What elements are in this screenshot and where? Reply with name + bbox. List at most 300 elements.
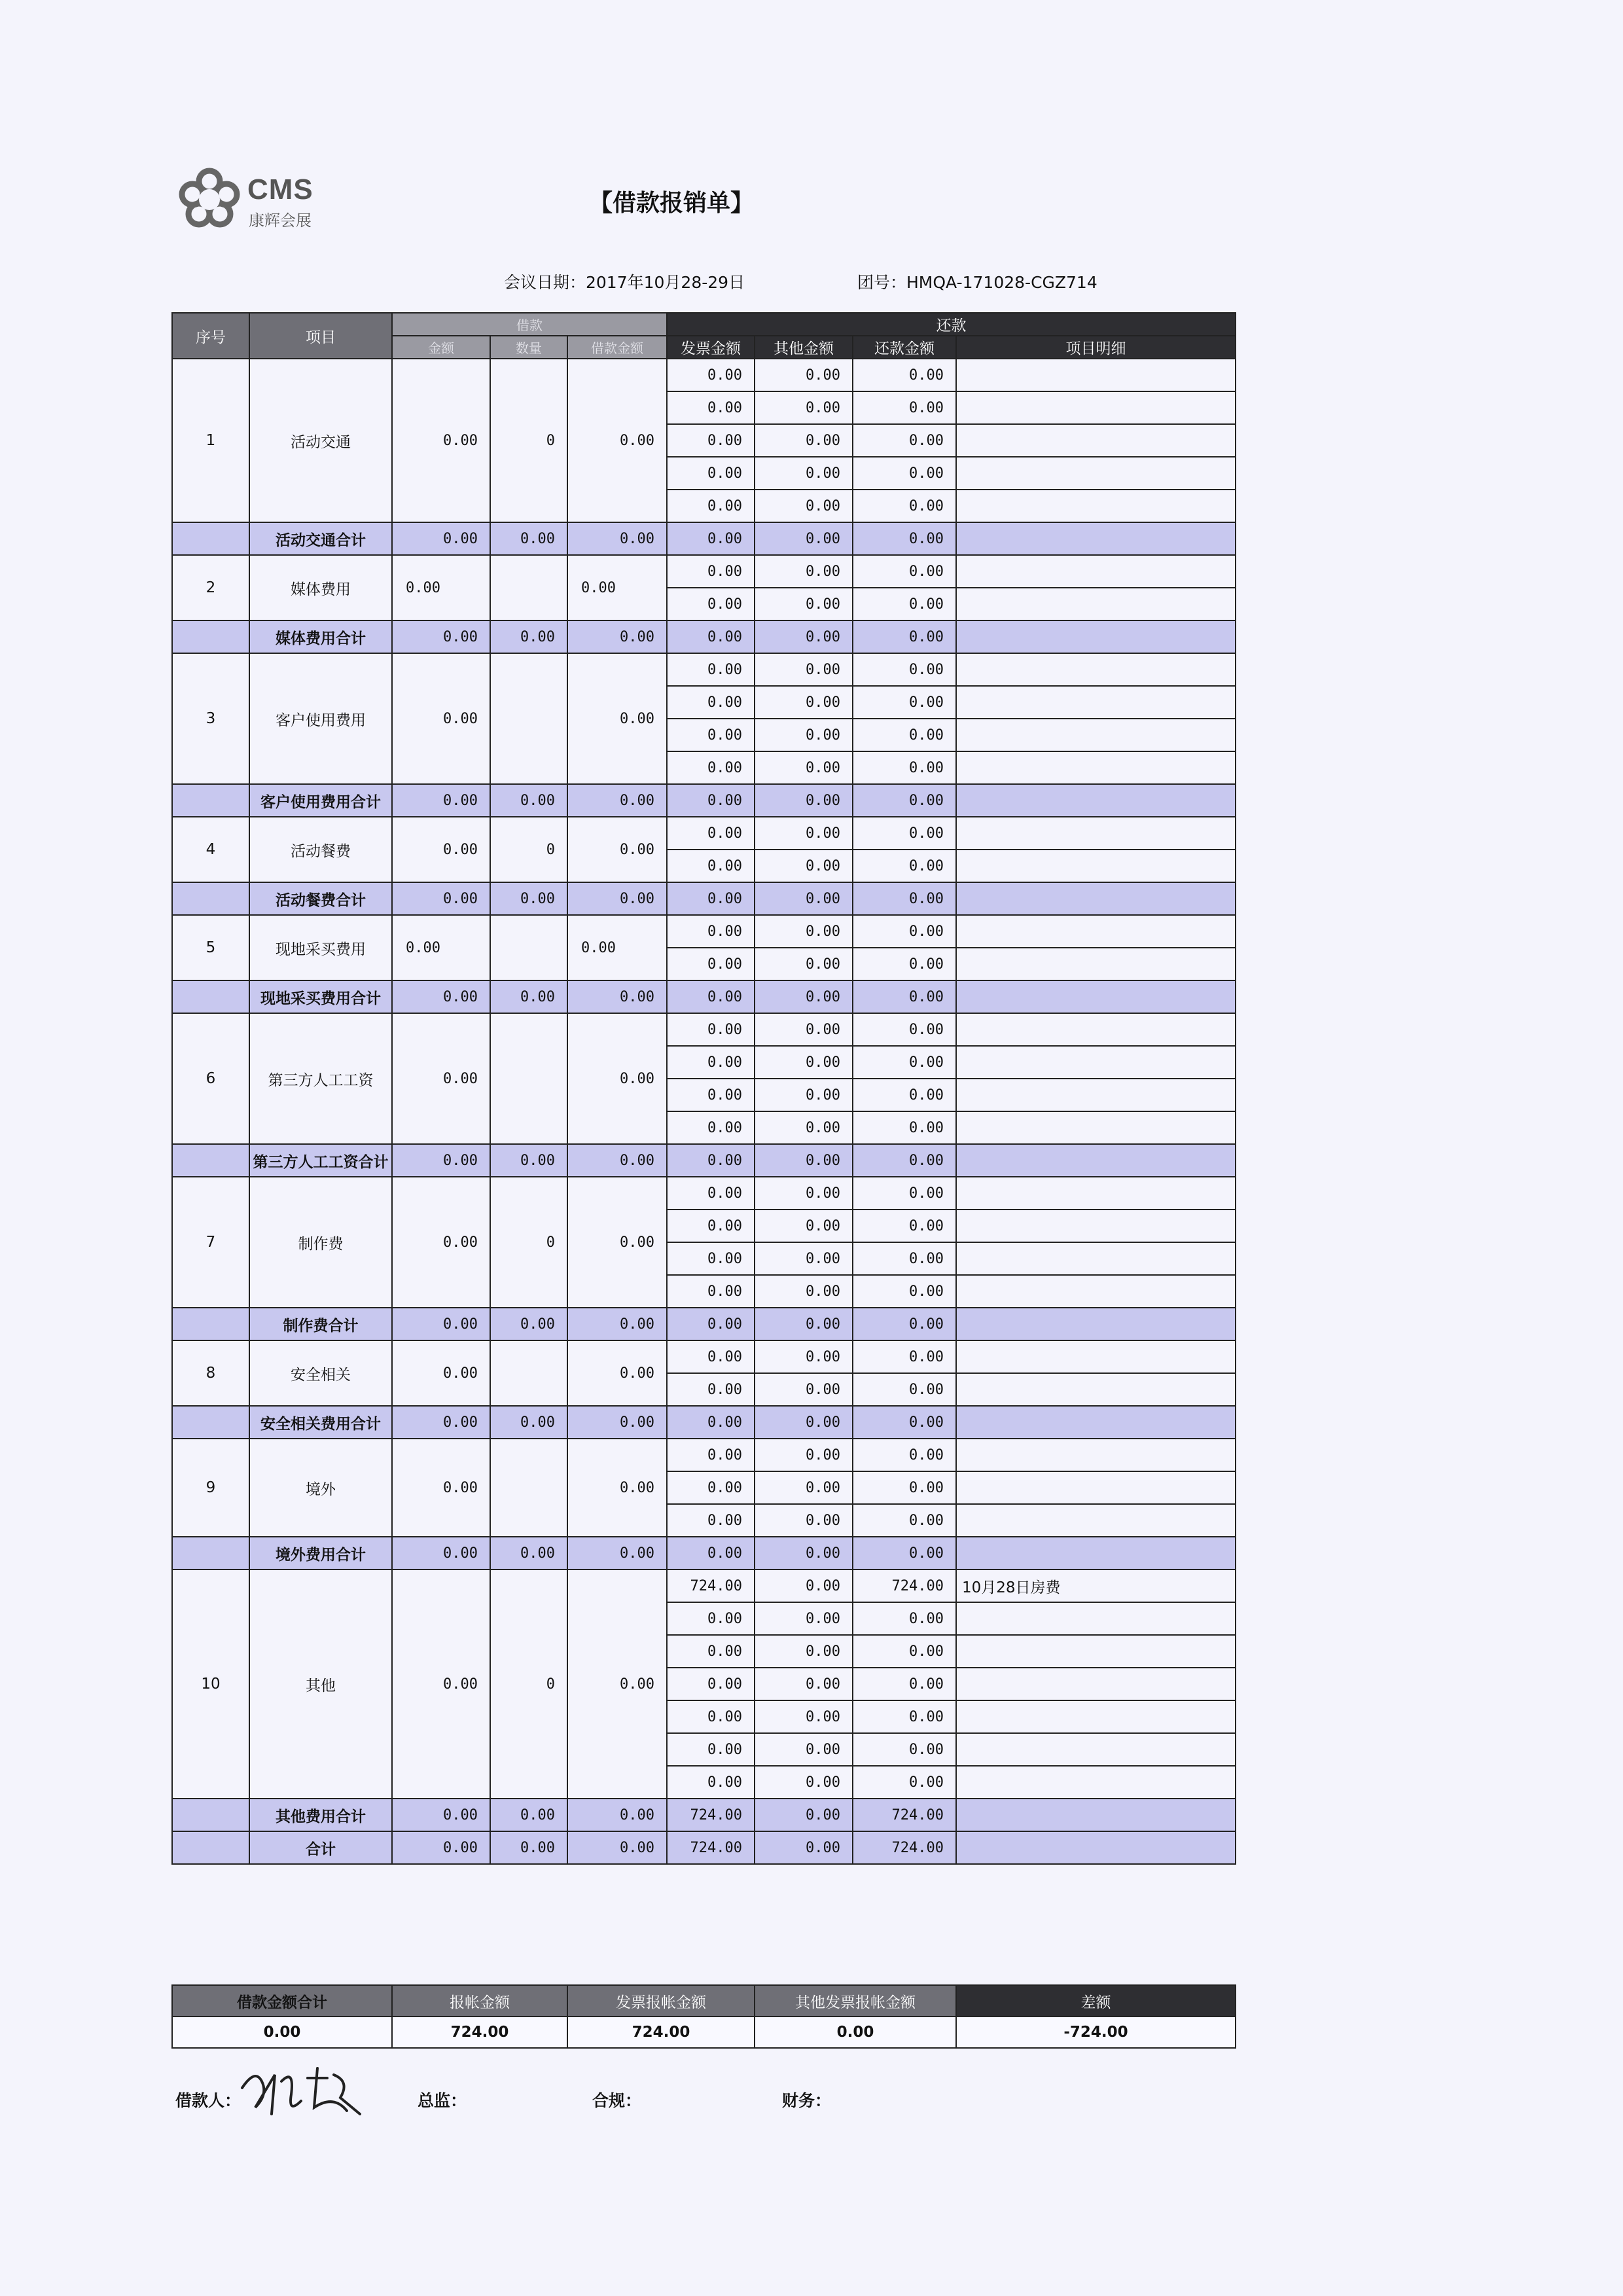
row-detail [956, 719, 1236, 751]
row-other-amount: 0.00 [755, 1733, 853, 1766]
row-detail [956, 359, 1236, 391]
row-invoice-amount: 0.00 [667, 555, 755, 588]
row-loan-total: 0.00 [567, 359, 667, 522]
row-repay-amount: 0.00 [853, 1602, 956, 1635]
row-loan-total: 0.00 [567, 1340, 667, 1406]
subtotal-rep: 0.00 [853, 620, 956, 653]
row-repay-amount: 0.00 [853, 1439, 956, 1471]
row-repay-amount: 0.00 [853, 915, 956, 948]
subtotal-detail [956, 980, 1236, 1013]
subtotal-amount: 0.00 [392, 1308, 490, 1340]
row-detail [956, 1013, 1236, 1046]
row-other-amount: 0.00 [755, 751, 853, 784]
row-detail [956, 1700, 1236, 1733]
meeting-date: 会议日期：2017年10月28-29日 [504, 273, 745, 292]
subtotal-name: 制作费合计 [249, 1308, 392, 1340]
row-detail [956, 1439, 1236, 1471]
subtotal-amount: 0.00 [392, 1831, 490, 1864]
document-title: 【借款报销单】 [589, 190, 755, 217]
row-repay-amount: 0.00 [853, 1079, 956, 1111]
subtotal-oth: 0.00 [755, 620, 853, 653]
row-other-amount: 0.00 [755, 1013, 853, 1046]
row-repay-amount: 0.00 [853, 391, 956, 424]
row-loan-amount-value: 0.00 [392, 653, 490, 784]
table-row [172, 555, 1236, 588]
row-other-amount: 0.00 [755, 1111, 853, 1144]
subtotal-rep: 0.00 [853, 1537, 956, 1570]
row-detail [956, 653, 1236, 686]
row-repay-amount: 0.00 [853, 1504, 956, 1537]
subtotal-inv: 0.00 [667, 1144, 755, 1177]
subtotal-seq [172, 882, 249, 915]
subtotal-name: 活动餐费合计 [249, 882, 392, 915]
subtotal-inv: 0.00 [667, 882, 755, 915]
subtotal-detail [956, 1144, 1236, 1177]
row-other-amount: 0.00 [755, 1210, 853, 1242]
loan-reimbursement-table [171, 312, 1236, 1865]
row-repay-amount: 0.00 [853, 457, 956, 490]
row-qty: 0 [490, 1177, 567, 1308]
row-other-amount: 0.00 [755, 653, 853, 686]
row-other-amount: 0.00 [755, 1340, 853, 1373]
row-invoice-amount: 0.00 [667, 850, 755, 882]
header-loan-amount: 借款金额 [567, 336, 667, 359]
subtotal-seq [172, 1831, 249, 1864]
subtotal-name: 活动交通合计 [249, 522, 392, 555]
row-item-name: 媒体费用 [249, 555, 392, 620]
subtotal-inv: 0.00 [667, 1537, 755, 1570]
subtotal-name: 媒体费用合计 [249, 620, 392, 653]
subtotal-rep: 0.00 [853, 1308, 956, 1340]
row-seq: 6 [172, 1013, 249, 1144]
subtotal-row [172, 1406, 1236, 1439]
subtotal-loan: 0.00 [567, 1406, 667, 1439]
subtotal-qty: 0.00 [490, 980, 567, 1013]
subtotal-row [172, 784, 1236, 817]
row-other-amount: 0.00 [755, 948, 853, 980]
row-other-amount: 0.00 [755, 1766, 853, 1799]
row-invoice-amount: 0.00 [667, 1635, 755, 1668]
row-repay-amount: 0.00 [853, 424, 956, 457]
row-repay-amount: 0.00 [853, 1111, 956, 1144]
table-row [172, 359, 1236, 391]
row-detail [956, 1373, 1236, 1406]
table-row [172, 1177, 1236, 1210]
subtotal-inv: 724.00 [667, 1831, 755, 1864]
row-repay-amount: 0.00 [853, 817, 956, 850]
subtotal-qty: 0.00 [490, 1308, 567, 1340]
subtotal-name: 客户使用费用合计 [249, 784, 392, 817]
table-row [172, 1570, 1236, 1602]
subtotal-loan: 0.00 [567, 882, 667, 915]
row-repay-amount: 0.00 [853, 653, 956, 686]
row-invoice-amount: 0.00 [667, 1111, 755, 1144]
row-invoice-amount: 0.00 [667, 391, 755, 424]
subtotal-row [172, 882, 1236, 915]
row-invoice-amount: 0.00 [667, 686, 755, 719]
subtotal-loan: 0.00 [567, 1799, 667, 1831]
header-qty: 数量 [490, 336, 567, 359]
subtotal-rep: 0.00 [853, 980, 956, 1013]
row-item-name: 活动餐费 [249, 817, 392, 882]
row-detail [956, 1046, 1236, 1079]
row-detail [956, 457, 1236, 490]
row-repay-amount: 0.00 [853, 948, 956, 980]
summary-header-loan-total: 借款金额合计 [172, 1985, 392, 2017]
row-other-amount: 0.00 [755, 1602, 853, 1635]
borrower-signature [236, 2062, 366, 2121]
subtotal-row [172, 1308, 1236, 1340]
row-other-amount: 0.00 [755, 1700, 853, 1733]
subtotal-oth: 0.00 [755, 1537, 853, 1570]
subtotal-seq [172, 1537, 249, 1570]
subtotal-detail [956, 620, 1236, 653]
subtotal-qty: 0.00 [490, 1799, 567, 1831]
row-repay-amount: 0.00 [853, 1242, 956, 1275]
row-detail [956, 1079, 1236, 1111]
subtotal-oth: 0.00 [755, 1799, 853, 1831]
row-seq: 10 [172, 1570, 249, 1799]
subtotal-oth: 0.00 [755, 1831, 853, 1864]
row-repay-amount: 0.00 [853, 1635, 956, 1668]
row-other-amount: 0.00 [755, 686, 853, 719]
flower-logo-icon [177, 167, 242, 232]
row-invoice-amount: 0.00 [667, 1013, 755, 1046]
header-repay-amount: 还款金额 [853, 336, 956, 359]
header-loan: 借款 [392, 313, 667, 336]
subtotal-loan: 0.00 [567, 1537, 667, 1570]
row-detail [956, 1340, 1236, 1373]
row-invoice-amount: 0.00 [667, 1504, 755, 1537]
row-loan-total: 0.00 [567, 1570, 667, 1799]
row-loan-amount-value: 0.00 [392, 915, 490, 980]
subtotal-seq [172, 784, 249, 817]
row-repay-amount: 0.00 [853, 1275, 956, 1308]
header-item: 项目 [249, 313, 392, 359]
row-other-amount: 0.00 [755, 1373, 853, 1406]
row-detail [956, 1602, 1236, 1635]
subtotal-inv: 0.00 [667, 1406, 755, 1439]
subtotal-name: 其他费用合计 [249, 1799, 392, 1831]
row-detail [956, 1733, 1236, 1766]
row-other-amount: 0.00 [755, 588, 853, 620]
row-loan-amount-value: 0.00 [392, 1570, 490, 1799]
subtotal-amount: 0.00 [392, 1406, 490, 1439]
row-item-name: 制作费 [249, 1177, 392, 1308]
row-detail [956, 1635, 1236, 1668]
director-label: 总监： [418, 2091, 467, 2110]
row-repay-amount: 0.00 [853, 359, 956, 391]
row-repay-amount: 0.00 [853, 1046, 956, 1079]
subtotal-loan: 0.00 [567, 784, 667, 817]
grand-total-row [172, 1831, 1236, 1864]
row-seq: 1 [172, 359, 249, 522]
table-row [172, 1013, 1236, 1046]
row-loan-total: 0.00 [567, 1177, 667, 1308]
row-qty [490, 653, 567, 784]
subtotal-rep: 0.00 [853, 1144, 956, 1177]
row-repay-amount: 0.00 [853, 1013, 956, 1046]
row-item-name: 境外 [249, 1439, 392, 1537]
summary-reimbursed: 724.00 [392, 2017, 567, 2048]
logo-cn-name: 康辉会展 [249, 211, 312, 230]
row-item-name: 安全相关 [249, 1340, 392, 1406]
row-item-name: 活动交通 [249, 359, 392, 522]
row-repay-amount: 0.00 [853, 751, 956, 784]
row-loan-total: 0.00 [567, 653, 667, 784]
subtotal-row [172, 1537, 1236, 1570]
row-other-amount: 0.00 [755, 1504, 853, 1537]
row-loan-amount-value: 0.00 [392, 1340, 490, 1406]
row-other-amount: 0.00 [755, 457, 853, 490]
row-qty [490, 1013, 567, 1144]
table-row [172, 1340, 1236, 1373]
row-invoice-amount: 0.00 [667, 1177, 755, 1210]
subtotal-amount: 0.00 [392, 1537, 490, 1570]
row-invoice-amount: 0.00 [667, 817, 755, 850]
subtotal-amount: 0.00 [392, 784, 490, 817]
subtotal-loan: 0.00 [567, 1831, 667, 1864]
row-repay-amount: 0.00 [853, 555, 956, 588]
row-invoice-amount: 0.00 [667, 588, 755, 620]
subtotal-qty: 0.00 [490, 620, 567, 653]
row-loan-amount-value: 0.00 [392, 1177, 490, 1308]
row-other-amount: 0.00 [755, 1635, 853, 1668]
row-invoice-amount: 0.00 [667, 1046, 755, 1079]
row-invoice-amount: 0.00 [667, 1766, 755, 1799]
row-invoice-amount: 0.00 [667, 490, 755, 522]
summary-header-difference: 差额 [956, 1985, 1236, 2017]
row-repay-amount: 0.00 [853, 588, 956, 620]
row-repay-amount: 0.00 [853, 1471, 956, 1504]
subtotal-detail [956, 1406, 1236, 1439]
row-seq: 7 [172, 1177, 249, 1308]
subtotal-seq [172, 1144, 249, 1177]
subtotal-detail [956, 882, 1236, 915]
row-other-amount: 0.00 [755, 817, 853, 850]
subtotal-loan: 0.00 [567, 980, 667, 1013]
row-item-name: 现地采买费用 [249, 915, 392, 980]
group-number: 团号：HMQA-171028-CGZ714 [857, 273, 1097, 292]
row-invoice-amount: 0.00 [667, 1079, 755, 1111]
row-repay-amount: 0.00 [853, 719, 956, 751]
row-invoice-amount: 0.00 [667, 653, 755, 686]
row-repay-amount: 724.00 [853, 1570, 956, 1602]
row-invoice-amount: 0.00 [667, 1668, 755, 1700]
subtotal-qty: 0.00 [490, 1831, 567, 1864]
row-repay-amount: 0.00 [853, 1766, 956, 1799]
subtotal-amount: 0.00 [392, 620, 490, 653]
row-invoice-amount: 0.00 [667, 751, 755, 784]
row-detail [956, 555, 1236, 588]
row-repay-amount: 0.00 [853, 1210, 956, 1242]
row-invoice-amount: 0.00 [667, 719, 755, 751]
row-detail [956, 424, 1236, 457]
table-row [172, 1439, 1236, 1471]
subtotal-qty: 0.00 [490, 784, 567, 817]
summary-loan-total: 0.00 [172, 2017, 392, 2048]
row-invoice-amount: 0.00 [667, 1471, 755, 1504]
header-repay: 还款 [667, 313, 1236, 336]
subtotal-row [172, 522, 1236, 555]
row-loan-amount-value: 0.00 [392, 817, 490, 882]
summary-invoice-reimbursed: 724.00 [567, 2017, 755, 2048]
row-detail [956, 1275, 1236, 1308]
row-detail [956, 1504, 1236, 1537]
subtotal-rep: 0.00 [853, 522, 956, 555]
row-qty [490, 1439, 567, 1537]
header-invoice-amount: 发票金额 [667, 336, 755, 359]
row-invoice-amount: 0.00 [667, 1700, 755, 1733]
subtotal-oth: 0.00 [755, 1144, 853, 1177]
row-invoice-amount: 0.00 [667, 948, 755, 980]
row-repay-amount: 0.00 [853, 490, 956, 522]
row-other-amount: 0.00 [755, 1046, 853, 1079]
row-other-amount: 0.00 [755, 1439, 853, 1471]
subtotal-name: 合计 [249, 1831, 392, 1864]
subtotal-oth: 0.00 [755, 882, 853, 915]
row-detail: 10月28日房费 [956, 1570, 1236, 1602]
subtotal-row [172, 1144, 1236, 1177]
row-loan-total: 0.00 [567, 915, 667, 980]
logo-brand: CMS [247, 173, 313, 206]
row-repay-amount: 0.00 [853, 1340, 956, 1373]
table-row [172, 653, 1236, 686]
row-detail [956, 1471, 1236, 1504]
row-detail [956, 1210, 1236, 1242]
row-detail [956, 391, 1236, 424]
subtotal-name: 第三方人工工资合计 [249, 1144, 392, 1177]
row-qty: 0 [490, 359, 567, 522]
header-other-amount: 其他金额 [755, 336, 853, 359]
table-row [172, 915, 1236, 948]
borrower-label: 借款人： [175, 2091, 241, 2110]
subtotal-rep: 0.00 [853, 882, 956, 915]
row-other-amount: 0.00 [755, 359, 853, 391]
header-detail: 项目明细 [956, 336, 1236, 359]
row-detail [956, 751, 1236, 784]
subtotal-rep: 0.00 [853, 784, 956, 817]
subtotal-loan: 0.00 [567, 1308, 667, 1340]
subtotal-amount: 0.00 [392, 1144, 490, 1177]
subtotal-detail [956, 1308, 1236, 1340]
row-detail [956, 915, 1236, 948]
subtotal-oth: 0.00 [755, 784, 853, 817]
row-other-amount: 0.00 [755, 1570, 853, 1602]
subtotal-inv: 0.00 [667, 522, 755, 555]
subtotal-amount: 0.00 [392, 980, 490, 1013]
subtotal-inv: 0.00 [667, 1308, 755, 1340]
row-item-name: 客户使用费用 [249, 653, 392, 784]
subtotal-seq [172, 1799, 249, 1831]
row-other-amount: 0.00 [755, 1471, 853, 1504]
subtotal-oth: 0.00 [755, 1406, 853, 1439]
row-loan-total: 0.00 [567, 817, 667, 882]
subtotal-name: 现地采买费用合计 [249, 980, 392, 1013]
subtotal-qty: 0.00 [490, 522, 567, 555]
row-invoice-amount: 0.00 [667, 457, 755, 490]
subtotal-rep: 724.00 [853, 1831, 956, 1864]
subtotal-name: 安全相关费用合计 [249, 1406, 392, 1439]
summary-header-reimbursed: 报帐金额 [392, 1985, 567, 2017]
row-other-amount: 0.00 [755, 1177, 853, 1210]
row-loan-amount-value: 0.00 [392, 359, 490, 522]
row-other-amount: 0.00 [755, 555, 853, 588]
subtotal-seq [172, 620, 249, 653]
company-logo [177, 167, 327, 232]
row-loan-amount-value: 0.00 [392, 1013, 490, 1144]
header-seq: 序号 [172, 313, 249, 359]
header-amount: 金额 [392, 336, 490, 359]
subtotal-inv: 724.00 [667, 1799, 755, 1831]
row-invoice-amount: 0.00 [667, 1439, 755, 1471]
summary-difference: -724.00 [956, 2017, 1236, 2048]
subtotal-seq [172, 522, 249, 555]
row-loan-amount-value: 0.00 [392, 555, 490, 620]
subtotal-detail [956, 1831, 1236, 1864]
subtotal-name: 境外费用合计 [249, 1537, 392, 1570]
row-other-amount: 0.00 [755, 915, 853, 948]
row-detail [956, 1177, 1236, 1210]
row-detail [956, 686, 1236, 719]
subtotal-amount: 0.00 [392, 522, 490, 555]
row-detail [956, 817, 1236, 850]
row-detail [956, 1111, 1236, 1144]
row-other-amount: 0.00 [755, 1079, 853, 1111]
row-loan-amount-value: 0.00 [392, 1439, 490, 1537]
subtotal-detail [956, 522, 1236, 555]
row-detail [956, 588, 1236, 620]
row-other-amount: 0.00 [755, 490, 853, 522]
row-seq: 8 [172, 1340, 249, 1406]
row-other-amount: 0.00 [755, 391, 853, 424]
subtotal-row [172, 1799, 1236, 1831]
row-other-amount: 0.00 [755, 719, 853, 751]
row-repay-amount: 0.00 [853, 1373, 956, 1406]
row-loan-total: 0.00 [567, 1013, 667, 1144]
table-row [172, 817, 1236, 850]
summary-header-invoice-reimbursed: 发票报帐金额 [567, 1985, 755, 2017]
row-repay-amount: 0.00 [853, 1177, 956, 1210]
subtotal-oth: 0.00 [755, 1308, 853, 1340]
row-detail [956, 1668, 1236, 1700]
row-invoice-amount: 724.00 [667, 1570, 755, 1602]
row-other-amount: 0.00 [755, 1275, 853, 1308]
row-repay-amount: 0.00 [853, 1733, 956, 1766]
row-invoice-amount: 0.00 [667, 915, 755, 948]
row-repay-amount: 0.00 [853, 1668, 956, 1700]
summary-other-invoice: 0.00 [755, 2017, 956, 2048]
row-seq: 9 [172, 1439, 249, 1537]
subtotal-seq [172, 1308, 249, 1340]
row-seq: 4 [172, 817, 249, 882]
subtotal-loan: 0.00 [567, 620, 667, 653]
summary-table [171, 1984, 1236, 2049]
row-other-amount: 0.00 [755, 850, 853, 882]
row-invoice-amount: 0.00 [667, 1602, 755, 1635]
subtotal-seq [172, 1406, 249, 1439]
row-detail [956, 1242, 1236, 1275]
row-invoice-amount: 0.00 [667, 1275, 755, 1308]
row-detail [956, 490, 1236, 522]
row-detail [956, 1766, 1236, 1799]
row-loan-total: 0.00 [567, 1439, 667, 1537]
subtotal-amount: 0.00 [392, 1799, 490, 1831]
subtotal-qty: 0.00 [490, 882, 567, 915]
row-other-amount: 0.00 [755, 1668, 853, 1700]
subtotal-qty: 0.00 [490, 1537, 567, 1570]
row-invoice-amount: 0.00 [667, 1242, 755, 1275]
